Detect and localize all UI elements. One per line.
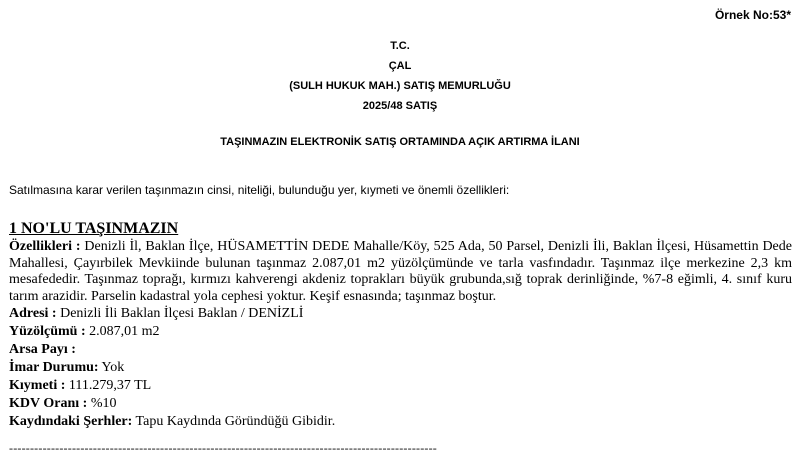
zoning-row	[9, 359, 792, 377]
area-label: Yüzölçümü :	[9, 324, 86, 339]
property-heading: 1 NO'LU TAŞINMAZIN	[9, 220, 179, 237]
zoning-value: Yok	[98, 360, 125, 375]
conditions-value: Tapu Kaydında Göründüğü Gibidir.	[132, 414, 336, 429]
address-label: Adresi :	[9, 306, 57, 321]
header-line-file: 2025/48 SATIŞ	[362, 100, 438, 112]
address-row	[9, 305, 792, 323]
share-label: Arsa Payı :	[9, 342, 76, 357]
header-line-office: (SULH HUKUK MAH.) SATIŞ MEMURLUĞU	[289, 80, 511, 92]
area-row	[9, 323, 792, 341]
doc-number: Örnek No:53*	[714, 8, 791, 22]
separator-line: ------------------------------------------------------------------------------------------------------	[9, 441, 438, 455]
property-section	[9, 220, 792, 431]
area-value: 2.087,01 m2	[85, 324, 160, 339]
features-paragraph	[9, 239, 792, 305]
kdv-label: KDV Oranı :	[9, 396, 88, 411]
share-row	[9, 341, 792, 359]
zoning-label: İmar Durumu:	[9, 360, 99, 375]
features-text: Denizli İl, Baklan İlçe, HÜSAMETTİN DEDE Mahalle/Köy, 525 Ada, 50 Parsel, Denizli İli, Baklan İlçesi, Hüsamettin Dede Mahallesi, Çayırbilek Mevkiinde bulunan taşınmaz 2.087,01 m2 yüzölçümünde ve tarla vasfındadır. Taşınmaz ilçe merkezine 2,3 km mesafededir. Taşınmaz toprağı, kırmızı kahverengi akdeniz toprakları büyük grubunda,sığ toprak derinliğinde, %7-8 eğimli, 4. sınıf kuru tarım arazidir. Parselin kadastral yola cephesi yoktur. Keşif esnasında; taşınmaz boştur.	[9, 239, 792, 304]
value-label: Kıymeti :	[9, 378, 66, 393]
address-value: Denizli İli Baklan İlçesi Baklan / DENİZLİ	[56, 306, 304, 321]
conditions-row	[9, 413, 792, 431]
value-row	[9, 377, 792, 395]
kdv-row	[9, 395, 792, 413]
value-amount: 111.279,37 TL	[65, 378, 152, 393]
conditions-label: Kaydındaki Şerhler:	[9, 414, 133, 429]
intro-text: Satılmasına karar verilen taşınmazın cinsi, niteliği, bulunduğu yer, kıymeti ve önemli özellikleri:	[9, 183, 510, 197]
office-header	[0, 36, 800, 116]
features-label: Özellikleri :	[9, 239, 81, 254]
header-line-cal: ÇAL	[388, 60, 412, 72]
announcement-title: TAŞINMAZIN ELEKTRONİK SATIŞ ORTAMINDA AÇIK ARTIRMA İLANI	[220, 136, 580, 148]
kdv-value: %10	[87, 396, 117, 411]
header-line-tc: T.C.	[390, 40, 410, 52]
